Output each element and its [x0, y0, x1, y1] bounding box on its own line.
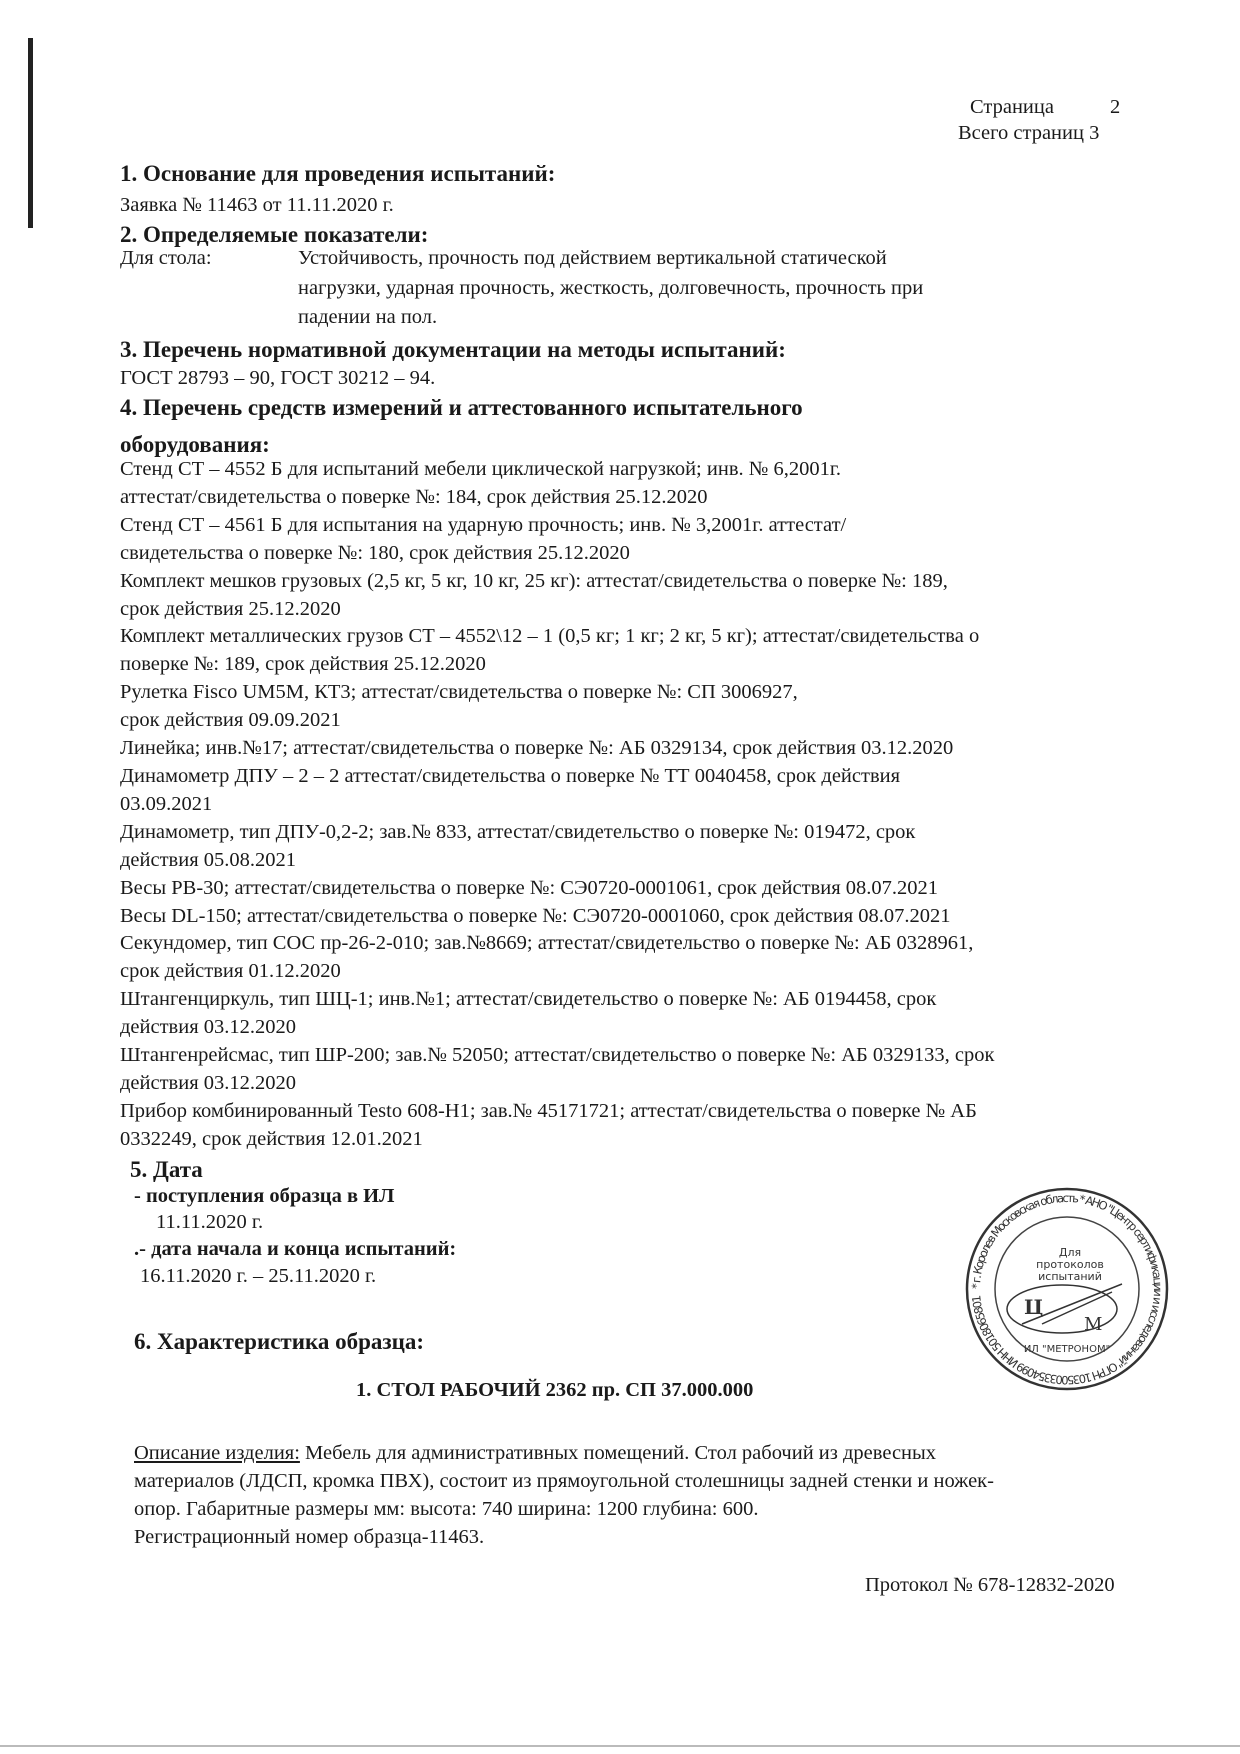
equipment-line: свидетельства о поверке №: 180, срок действия 25.12.2020	[120, 541, 630, 564]
description-line: опор. Габаритные размеры мм: высота: 740 ширина: 1200 глубина: 600.	[134, 1498, 759, 1520]
section-2-title: 2. Определяемые показатели:	[120, 222, 429, 247]
section-1-text: Заявка № 11463 от 11.11.2020 г.	[120, 194, 394, 216]
equipment-line: Весы DL-150; аттестат/свидетельства о поверке №: СЭ0720-0001060, срок действия 08.07.2021	[120, 904, 951, 927]
equipment-line: Динамометр, тип ДПУ-0,2-2; зав.№ 833, аттестат/свидетельство о поверке №: 019472, срок	[120, 820, 916, 843]
svg-text:Для: Для	[1058, 1246, 1082, 1259]
equipment-line: Комплект мешков грузовых (2,5 кг, 5 кг, 10 кг, 25 кг): аттестат/свидетельства о поверке №: 189,	[120, 569, 948, 592]
equipment-line: Прибор комбинированный Testo 608-H1; зав.№ 45171721; аттестат/свидетельства о поверке № АБ	[120, 1099, 977, 1122]
section-3-title: 3. Перечень нормативной документации на методы испытаний:	[120, 337, 786, 362]
section-2-line: падении на пол.	[298, 306, 438, 328]
protocol-number: Протокол № 678-12832-2020	[865, 1574, 1115, 1596]
svg-text:* г. Королев Московская област: * г. Королев Московская область * АНО "Центр сертификации и исследований" ОГРН 1035003354099 ИНН 5018065801	[968, 1190, 1166, 1388]
equipment-line: Комплект металлических грузов СТ – 4552\12 – 1 (0,5 кг; 1 кг; 2 кг, 5 кг); аттестат/свидетельства о	[120, 625, 980, 648]
equipment-line: Рулетка Fisco UM5M, КТ3; аттестат/свидетельства о поверке №: СП 3006927,	[120, 681, 798, 704]
svg-text:М: М	[1084, 1314, 1103, 1335]
section-4-title-cont: оборудования:	[120, 432, 270, 457]
page-label: Страница 2	[970, 96, 1121, 118]
section-2-label: Для стола:	[120, 247, 212, 269]
section-5-title: 5. Дата	[130, 1157, 203, 1182]
organization-stamp-icon	[962, 1184, 1172, 1394]
equipment-line: 03.09.2021	[120, 792, 213, 815]
equipment-line: поверке №: 189, срок действия 25.12.2020	[120, 653, 486, 676]
section-1-title: 1. Основание для проведения испытаний:	[120, 161, 556, 186]
equipment-line: действия 03.12.2020	[120, 1016, 297, 1039]
receipt-label: - поступления образца в ИЛ	[134, 1185, 395, 1207]
svg-text:протоколов: протоколов	[1036, 1258, 1104, 1271]
description-line: Описание изделия: Мебель для административных помещений. Стол рабочий из древесных	[134, 1442, 937, 1464]
equipment-line: Секундомер, тип СОС пр-26-2-010; зав.№8669; аттестат/свидетельство о поверке №: АБ 0328961,	[120, 932, 974, 955]
equipment-line: срок действия 09.09.2021	[120, 709, 341, 732]
equipment-line: Штангенрейсмас, тип ШР-200; зав.№ 52050; аттестат/свидетельство о поверке №: АБ 0329133, срок	[120, 1044, 995, 1067]
registration-number: Регистрационный номер образца-11463.	[134, 1526, 485, 1548]
description-line: материалов (ЛДСП, кромка ПВХ), состоит из прямоугольной столешницы задней стенки и ножек-	[134, 1470, 994, 1492]
sample-title: 1. СТОЛ РАБОЧИЙ 2362 пр. СП 37.000.000	[356, 1379, 754, 1401]
equipment-line: срок действия 01.12.2020	[120, 960, 341, 983]
equipment-line: 0332249, срок действия 12.01.2021	[120, 1127, 423, 1150]
equipment-line: Стенд СТ – 4552 Б для испытаний мебели циклической нагрузкой; инв. № 6,2001г.	[120, 458, 842, 480]
svg-text:Ц: Ц	[1024, 1295, 1044, 1319]
scan-edge	[28, 38, 33, 228]
equipment-line: аттестат/свидетельства о поверке №: 184, срок действия 25.12.2020	[120, 485, 708, 508]
equipment-list	[120, 456, 994, 1154]
section-6-title: 6. Характеристика образца:	[134, 1329, 425, 1354]
equipment-line: действия 05.08.2021	[120, 848, 297, 871]
equipment-line: Динамометр ДПУ – 2 – 2 аттестат/свидетельства о поверке № ТТ 0040458, срок действия	[120, 764, 901, 787]
section-2-line: нагрузки, ударная прочность, жесткость, долговечность, прочность при	[298, 277, 924, 299]
equipment-line: действия 03.12.2020	[120, 1071, 297, 1094]
test-period-dates: 16.11.2020 г. – 25.11.2020 г.	[140, 1265, 377, 1287]
equipment-line: срок действия 25.12.2020	[120, 597, 341, 620]
section-2-line: Устойчивость, прочность под действием вертикальной статической	[298, 247, 887, 269]
section-3-text: ГОСТ 28793 – 90, ГОСТ 30212 – 94.	[120, 367, 436, 389]
section-4-title: 4. Перечень средств измерений и аттестованного испытательного	[120, 395, 803, 420]
total-pages: Всего страниц 3	[958, 122, 1100, 144]
equipment-line: Стенд СТ – 4561 Б для испытания на ударную прочность; инв. № 3,2001г. аттестат/	[120, 513, 847, 536]
receipt-date: 11.11.2020 г.	[156, 1211, 264, 1233]
scan-bottom-edge	[0, 1745, 1240, 1747]
equipment-line: Штангенциркуль, тип ШЦ-1; инв.№1; аттестат/свидетельство о поверке №: АБ 0194458, срок	[120, 988, 937, 1011]
description-label: Описание изделия:	[134, 1442, 300, 1464]
equipment-line: Весы РВ-30; аттестат/свидетельства о поверке №: СЭ0720-0001061, срок действия 08.07.2021	[120, 876, 939, 899]
test-period-label: .- дата начала и конца испытаний:	[134, 1238, 457, 1260]
svg-text:испытаний: испытаний	[1038, 1270, 1102, 1283]
equipment-line: Линейка; инв.№17; аттестат/свидетельства о поверке №: АБ 0329134, срок действия 03.12.2020	[120, 737, 954, 760]
svg-text:ИЛ "МЕТРОНОМ": ИЛ "МЕТРОНОМ"	[1023, 1344, 1111, 1355]
